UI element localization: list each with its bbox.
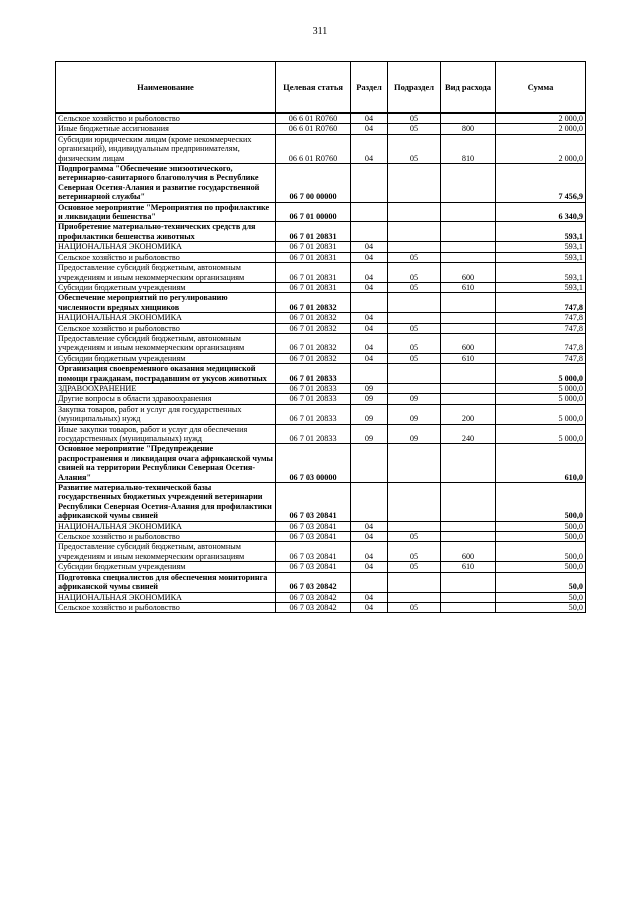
cell-expense-type: 600 <box>441 542 496 562</box>
cell-target: 06 7 03 20841 <box>276 521 351 531</box>
cell-section: 04 <box>351 333 388 353</box>
cell-amount: 50,0 <box>496 592 586 602</box>
cell-amount: 500,0 <box>496 521 586 531</box>
cell-name: Подготовка специалистов для обеспечения мониторинга африканской чумы свиней <box>56 572 276 592</box>
cell-name: Субсидии бюджетным учреждениям <box>56 353 276 363</box>
cell-section: 04 <box>351 562 388 572</box>
cell-expense-type: 600 <box>441 333 496 353</box>
cell-name: Субсидии бюджетным учреждениям <box>56 562 276 572</box>
cell-amount: 5 000,0 <box>496 404 586 424</box>
page-number: 311 <box>312 26 328 37</box>
cell-amount: 593,1 <box>496 282 586 292</box>
cell-subsection <box>388 521 441 531</box>
cell-expense-type <box>441 252 496 262</box>
cell-expense-type <box>441 572 496 592</box>
cell-amount: 2 000,0 <box>496 134 586 163</box>
cell-expense-type <box>441 532 496 542</box>
cell-name: Другие вопросы в области здравоохранения <box>56 394 276 404</box>
table-row <box>56 483 586 522</box>
cell-target: 06 7 01 20831 <box>276 222 351 242</box>
cell-expense-type <box>441 521 496 531</box>
cell-amount: 5 000,0 <box>496 424 586 444</box>
cell-expense-type <box>441 383 496 393</box>
cell-target: 06 7 01 20831 <box>276 282 351 292</box>
cell-subsection: 05 <box>388 252 441 262</box>
cell-section: 04 <box>351 252 388 262</box>
cell-target: 06 7 03 20841 <box>276 562 351 572</box>
cell-subsection: 05 <box>388 113 441 124</box>
table-row <box>56 313 586 323</box>
cell-expense-type <box>441 592 496 602</box>
cell-name: ЗДРАВООХРАНЕНИЕ <box>56 383 276 393</box>
cell-section: 04 <box>351 113 388 124</box>
cell-subsection: 05 <box>388 333 441 353</box>
table-row <box>56 404 586 424</box>
cell-amount: 747,8 <box>496 313 586 323</box>
cell-subsection: 09 <box>388 394 441 404</box>
table-row <box>56 242 586 252</box>
cell-subsection: 05 <box>388 542 441 562</box>
table-row <box>56 572 586 592</box>
cell-expense-type <box>441 394 496 404</box>
cell-expense-type <box>441 602 496 612</box>
table-row <box>56 532 586 542</box>
cell-target: 06 6 01 R0760 <box>276 124 351 134</box>
cell-amount: 50,0 <box>496 602 586 612</box>
cell-name: Сельское хозяйство и рыболовство <box>56 602 276 612</box>
cell-expense-type: 610 <box>441 562 496 572</box>
cell-amount: 500,0 <box>496 562 586 572</box>
cell-target: 06 7 01 20833 <box>276 404 351 424</box>
cell-expense-type: 200 <box>441 404 496 424</box>
cell-name: Обеспечение мероприятий по регулированию численности вредных хищников <box>56 293 276 313</box>
cell-subsection: 05 <box>388 134 441 163</box>
cell-subsection <box>388 164 441 203</box>
cell-amount: 747,8 <box>496 293 586 313</box>
cell-section: 04 <box>351 521 388 531</box>
cell-amount: 5 000,0 <box>496 383 586 393</box>
cell-amount: 747,8 <box>496 333 586 353</box>
header-section: Раздел <box>351 62 388 114</box>
cell-expense-type <box>441 164 496 203</box>
cell-target: 06 7 01 20832 <box>276 333 351 353</box>
cell-expense-type: 240 <box>441 424 496 444</box>
cell-expense-type <box>441 202 496 222</box>
table-row <box>56 602 586 612</box>
cell-subsection <box>388 572 441 592</box>
cell-target: 06 7 01 20831 <box>276 242 351 252</box>
cell-subsection <box>388 313 441 323</box>
cell-section <box>351 483 388 522</box>
cell-section <box>351 444 388 483</box>
cell-section <box>351 364 388 384</box>
cell-name: Основное мероприятие "Мероприятия по профилактике и ликвидации бешенства" <box>56 202 276 222</box>
cell-expense-type <box>441 113 496 124</box>
cell-amount: 593,1 <box>496 263 586 283</box>
cell-subsection <box>388 444 441 483</box>
cell-expense-type: 800 <box>441 124 496 134</box>
cell-section: 04 <box>351 263 388 283</box>
cell-amount: 500,0 <box>496 542 586 562</box>
cell-amount: 500,0 <box>496 532 586 542</box>
table-row <box>56 333 586 353</box>
table-row <box>56 424 586 444</box>
table-row <box>56 164 586 203</box>
table-row <box>56 562 586 572</box>
cell-subsection <box>388 364 441 384</box>
cell-expense-type: 810 <box>441 134 496 163</box>
table-row <box>56 293 586 313</box>
cell-name: Основное мероприятие "Предупреждение распространения и ликвидация очага африканской чумы свиней на территории Республики Северная Осетия-Алания" <box>56 444 276 483</box>
header-target: Целевая статья <box>276 62 351 114</box>
cell-amount: 5 000,0 <box>496 394 586 404</box>
cell-expense-type <box>441 323 496 333</box>
table-row <box>56 394 586 404</box>
cell-section: 04 <box>351 532 388 542</box>
table-row <box>56 592 586 602</box>
cell-subsection <box>388 293 441 313</box>
cell-section <box>351 202 388 222</box>
cell-section: 04 <box>351 134 388 163</box>
cell-section: 04 <box>351 282 388 292</box>
cell-expense-type: 600 <box>441 263 496 283</box>
cell-amount: 593,1 <box>496 252 586 262</box>
table-row <box>56 353 586 363</box>
cell-target: 06 7 01 20833 <box>276 394 351 404</box>
cell-target: 06 7 01 20833 <box>276 364 351 384</box>
cell-section: 09 <box>351 383 388 393</box>
cell-expense-type: 610 <box>441 353 496 363</box>
cell-name: Предоставление субсидий бюджетным, автономным учреждениям и иным некоммерческим организациям <box>56 263 276 283</box>
table-row <box>56 202 586 222</box>
cell-section: 04 <box>351 353 388 363</box>
table-body <box>56 113 586 613</box>
cell-section: 09 <box>351 424 388 444</box>
cell-amount: 6 340,9 <box>496 202 586 222</box>
table-row <box>56 124 586 134</box>
cell-name: Приобретение материально-технических средств для профилактики бешенства животных <box>56 222 276 242</box>
cell-target: 06 7 03 00000 <box>276 444 351 483</box>
cell-section: 04 <box>351 313 388 323</box>
cell-section <box>351 293 388 313</box>
cell-section: 04 <box>351 602 388 612</box>
cell-expense-type <box>441 293 496 313</box>
cell-amount: 747,8 <box>496 323 586 333</box>
cell-target: 06 6 01 R0760 <box>276 113 351 124</box>
cell-subsection: 05 <box>388 602 441 612</box>
table-row <box>56 134 586 163</box>
header-expense-type: Вид расхода <box>441 62 496 114</box>
cell-amount: 747,8 <box>496 353 586 363</box>
cell-amount: 50,0 <box>496 572 586 592</box>
header-subsection: Подраздел <box>388 62 441 114</box>
cell-expense-type <box>441 444 496 483</box>
cell-subsection <box>388 592 441 602</box>
cell-name: Сельское хозяйство и рыболовство <box>56 532 276 542</box>
cell-section: 04 <box>351 124 388 134</box>
cell-subsection <box>388 202 441 222</box>
cell-section <box>351 572 388 592</box>
table-row <box>56 383 586 393</box>
cell-name: НАЦИОНАЛЬНАЯ ЭКОНОМИКА <box>56 521 276 531</box>
cell-name: Иные бюджетные ассигнования <box>56 124 276 134</box>
cell-name: Сельское хозяйство и рыболовство <box>56 252 276 262</box>
cell-name: Подпрограмма "Обеспечение эпизоотического, ветеринарно-санитарного благополучия в Республике Северная Осетия-Алания и развитие государственной ветеринарной службы" <box>56 164 276 203</box>
cell-name: Сельское хозяйство и рыболовство <box>56 323 276 333</box>
table-row <box>56 444 586 483</box>
cell-target: 06 7 01 20832 <box>276 323 351 333</box>
cell-section: 04 <box>351 323 388 333</box>
cell-amount: 610,0 <box>496 444 586 483</box>
cell-section <box>351 222 388 242</box>
header-name: Наименование <box>56 62 276 114</box>
table-row <box>56 113 586 124</box>
cell-name: Сельское хозяйство и рыболовство <box>56 113 276 124</box>
header-amount: Сумма <box>496 62 586 114</box>
cell-target: 06 7 03 20841 <box>276 532 351 542</box>
cell-subsection: 05 <box>388 532 441 542</box>
cell-target: 06 7 01 20831 <box>276 263 351 283</box>
cell-target: 06 7 01 20832 <box>276 293 351 313</box>
cell-section: 04 <box>351 242 388 252</box>
cell-subsection <box>388 222 441 242</box>
cell-target: 06 7 01 00000 <box>276 202 351 222</box>
cell-target: 06 7 03 20842 <box>276 572 351 592</box>
cell-target: 06 7 00 00000 <box>276 164 351 203</box>
cell-amount: 7 456,9 <box>496 164 586 203</box>
cell-amount: 5 000,0 <box>496 364 586 384</box>
cell-section: 04 <box>351 592 388 602</box>
cell-name: НАЦИОНАЛЬНАЯ ЭКОНОМИКА <box>56 592 276 602</box>
cell-target: 06 6 01 R0760 <box>276 134 351 163</box>
cell-name: Развитие материально-технической базы государственных бюджетных учреждений ветеринарии Республики Северная Осетия-Алания для профилактики африканской чумы свиней <box>56 483 276 522</box>
cell-amount: 500,0 <box>496 483 586 522</box>
cell-section: 09 <box>351 394 388 404</box>
table-row <box>56 323 586 333</box>
table-row <box>56 252 586 262</box>
cell-subsection: 05 <box>388 323 441 333</box>
table-header <box>56 62 586 114</box>
cell-target: 06 7 01 20833 <box>276 424 351 444</box>
cell-subsection <box>388 483 441 522</box>
table-row <box>56 364 586 384</box>
cell-name: НАЦИОНАЛЬНАЯ ЭКОНОМИКА <box>56 242 276 252</box>
table-row <box>56 542 586 562</box>
cell-name: Закупка товаров, работ и услуг для государственных (муниципальных) нужд <box>56 404 276 424</box>
cell-subsection: 09 <box>388 424 441 444</box>
budget-table <box>55 61 586 613</box>
table-row <box>56 282 586 292</box>
cell-name: Предоставление субсидий бюджетным, автономным учреждениям и иным некоммерческим организациям <box>56 333 276 353</box>
cell-amount: 593,1 <box>496 242 586 252</box>
cell-section: 09 <box>351 404 388 424</box>
cell-target: 06 7 03 20842 <box>276 602 351 612</box>
cell-section: 04 <box>351 542 388 562</box>
cell-subsection: 05 <box>388 282 441 292</box>
cell-expense-type <box>441 364 496 384</box>
cell-target: 06 7 03 20842 <box>276 592 351 602</box>
cell-target: 06 7 03 20841 <box>276 483 351 522</box>
cell-target: 06 7 01 20832 <box>276 353 351 363</box>
cell-target: 06 7 01 20833 <box>276 383 351 393</box>
cell-section <box>351 164 388 203</box>
cell-subsection: 05 <box>388 124 441 134</box>
cell-expense-type: 610 <box>441 282 496 292</box>
cell-amount: 593,1 <box>496 222 586 242</box>
cell-name: Субсидии бюджетным учреждениям <box>56 282 276 292</box>
cell-name: Предоставление субсидий бюджетным, автономным учреждениям и иным некоммерческим организациям <box>56 542 276 562</box>
cell-name: Субсидии юридическим лицам (кроме некоммерческих организаций), индивидуальным предпринимателям, физическим лицам <box>56 134 276 163</box>
cell-name: НАЦИОНАЛЬНАЯ ЭКОНОМИКА <box>56 313 276 323</box>
cell-target: 06 7 03 20841 <box>276 542 351 562</box>
cell-expense-type <box>441 313 496 323</box>
cell-expense-type <box>441 483 496 522</box>
table-row <box>56 263 586 283</box>
cell-target: 06 7 01 20832 <box>276 313 351 323</box>
cell-subsection <box>388 242 441 252</box>
cell-subsection: 05 <box>388 353 441 363</box>
cell-amount: 2 000,0 <box>496 113 586 124</box>
cell-expense-type <box>441 242 496 252</box>
table-row <box>56 521 586 531</box>
cell-amount: 2 000,0 <box>496 124 586 134</box>
table-row <box>56 222 586 242</box>
cell-subsection: 09 <box>388 404 441 424</box>
cell-subsection: 05 <box>388 562 441 572</box>
cell-target: 06 7 01 20831 <box>276 252 351 262</box>
cell-expense-type <box>441 222 496 242</box>
cell-name: Иные закупки товаров, работ и услуг для обеспечения государственных (муниципальных) нужд <box>56 424 276 444</box>
cell-name: Организация своевременного оказания медицинской помощи гражданам, пострадавшим от укусов животных <box>56 364 276 384</box>
cell-subsection: 05 <box>388 263 441 283</box>
cell-subsection <box>388 383 441 393</box>
